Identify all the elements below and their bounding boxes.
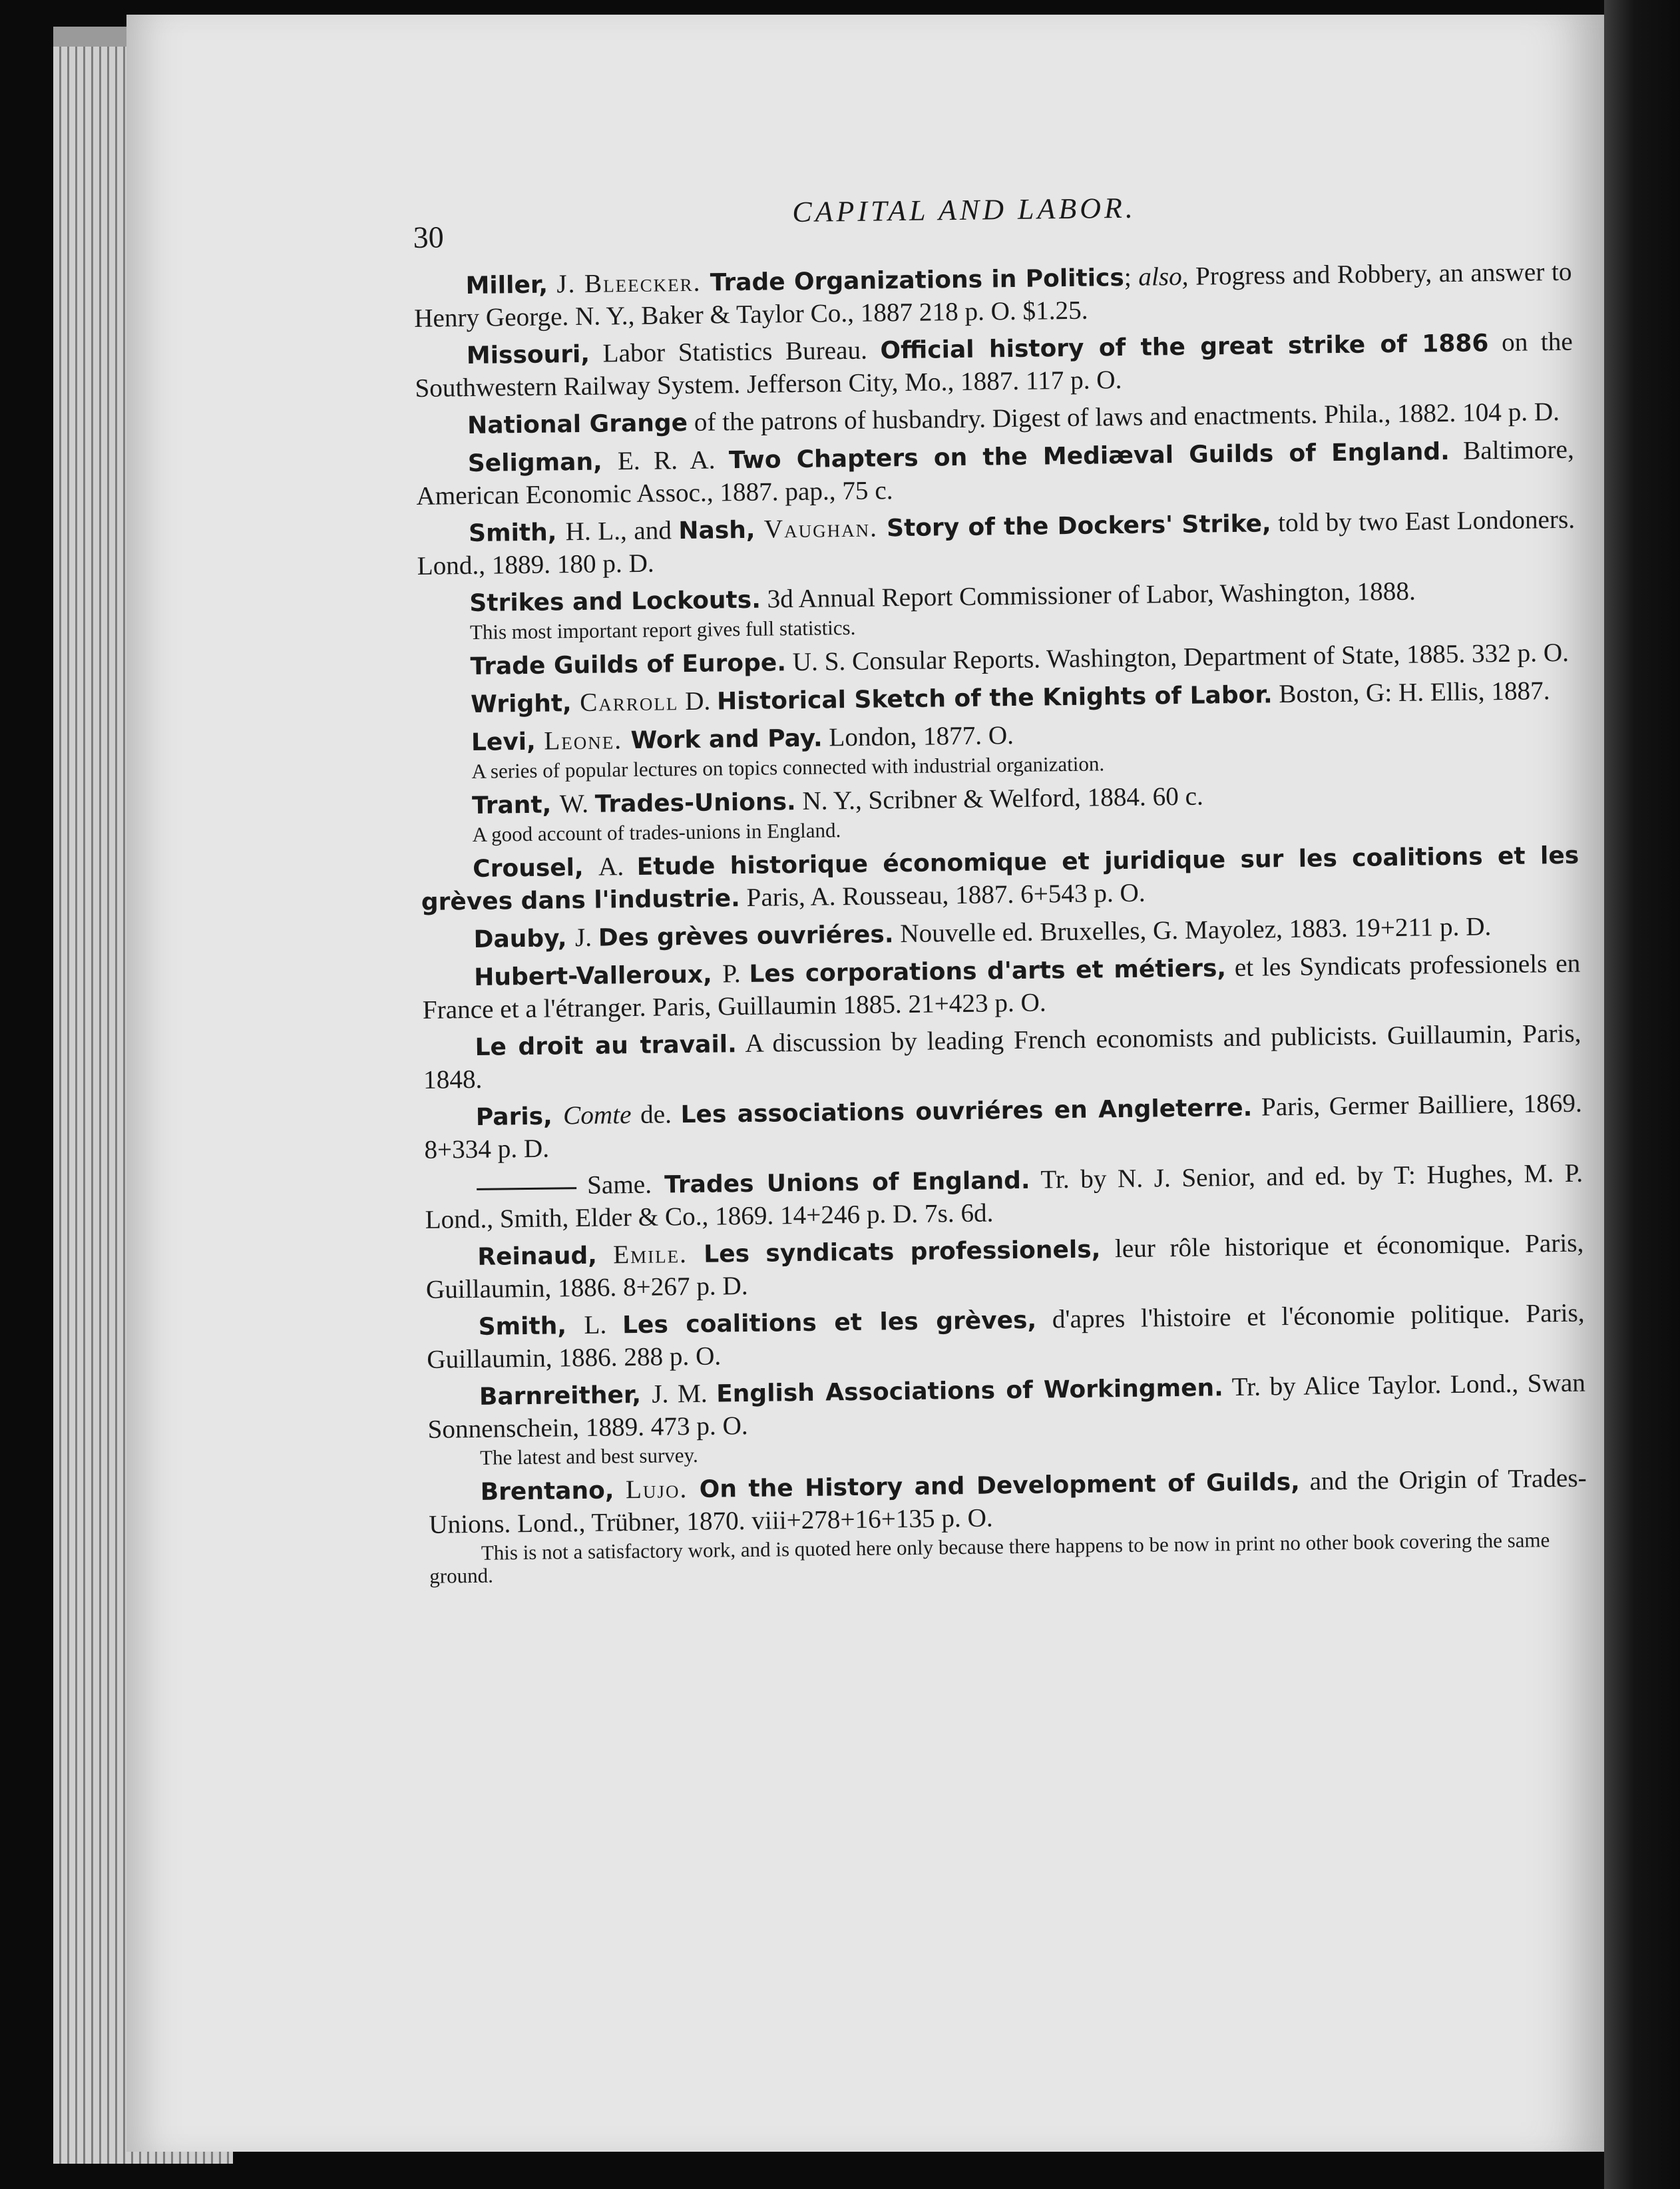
entry-imprint: d'apres l'histoire et l'économie politique. Paris, Guillaumin, 1886. 288 p. O. — [427, 1298, 1585, 1374]
entry-title: English Associations of Workingmen. — [716, 1374, 1224, 1408]
bibliography-list — [413, 256, 1587, 1588]
entry-title: On the History and Development of Guilds, — [687, 1468, 1301, 1504]
entry-author-given: Lujo. — [625, 1475, 688, 1505]
entry-annotation: This most important report gives full statistics. — [469, 615, 856, 644]
entry-author: Crousel, — [473, 853, 599, 883]
entry-text: de. — [631, 1100, 681, 1130]
entry-title: Les associations ouvriéres en Angleterre. — [680, 1094, 1253, 1129]
entry-author: Seligman, — [467, 448, 618, 478]
entry-author-given: Vaughan. — [763, 513, 879, 544]
entry-text: P. — [722, 959, 749, 989]
entry-author: Levi, — [471, 728, 544, 756]
entry-author: Missouri, — [466, 340, 590, 370]
entry-imprint: A discussion by leading French economists and publicists. Guillaumin, Paris, 1848. — [423, 1019, 1581, 1094]
entry-imprint: Paris, Germer Bailliere, 1869. 8+334 p. D. — [424, 1089, 1582, 1164]
entry-title: Work and Pay. — [622, 724, 823, 755]
entry-author: Trant, — [471, 791, 560, 820]
bibliography-entry — [415, 326, 1574, 405]
entry-imprint: Baltimore, American Economic Assoc., 1887. pap., 75 c. — [416, 435, 1574, 511]
entry-title: Two Chapters on the Mediæval Guilds of England. — [728, 437, 1450, 475]
entry-author-given: J. Bleecker. — [556, 268, 702, 299]
entry-imprint: Nouvelle ed. Bruxelles, G. Mayolez, 1883. 19+211 p. D. — [893, 912, 1492, 949]
entry-imprint: N. Y., Scribner & Welford, 1884. 60 c. — [795, 782, 1204, 816]
bibliography-entry — [425, 1158, 1583, 1236]
entry-text: J. M. — [652, 1379, 717, 1409]
entry-annotation: This is not a satisfactory work, and is quoted here only because there happens to be now in print no other book covering the same ground. — [429, 1528, 1550, 1588]
entry-imprint: Tr. by N. J. Senior, and ed. by T: Hughes, M. P. Lond., Smith, Elder & Co., 1869. 14+246 p. D. 7s. 6d. — [425, 1158, 1583, 1234]
entry-imprint: on the Southwestern Railway System. Jefferson City, Mo., 1887. 117 p. O. — [415, 327, 1574, 403]
entry-imprint: and the Origin of Trades-Unions. Lond., Trübner, 1870. viii+278+16+135 p. O. — [429, 1463, 1587, 1539]
entry-title: Trades-Unions. — [594, 788, 796, 818]
entry-italic: Comte — [562, 1100, 632, 1130]
running-title: CAPITAL AND LABOR. — [791, 191, 1137, 229]
bibliography-entry — [425, 1228, 1584, 1306]
entry-title: Trade Guilds of Europe. — [470, 649, 787, 680]
entry-author: Reinaud, — [477, 1242, 614, 1271]
entry-title: Strikes and Lockouts. — [469, 586, 761, 618]
entry-text: W. — [559, 789, 596, 819]
entry-text: ; — [1124, 262, 1139, 292]
entry-imprint: Progress and Robbery, an answer to Henry George. N. Y., Baker & Taylor Co., 1887 218 p. O. $1.25. — [413, 257, 1572, 333]
entry-title: Le droit au travail. — [475, 1031, 737, 1061]
entry-imprint: of the patrons of husbandry. Digest of laws and enactments. Phila., 1882. 104 p. D. — [687, 397, 1560, 437]
entry-title: Les coalitions et les grèves, — [622, 1306, 1037, 1339]
entry-author: Wright, — [471, 689, 580, 718]
entry-italic: also, — [1138, 262, 1189, 292]
bibliography-entry — [427, 1367, 1586, 1446]
entry-text: L. — [584, 1310, 623, 1339]
bibliography-entry — [421, 840, 1579, 919]
entry-author: Paris, — [475, 1102, 564, 1131]
entry-title: Etude historique économique et juridique sur les coalitions et les grèves dans l'industrie. — [421, 842, 1579, 916]
entry-imprint: told by two East Londoners. Lond., 1889. 180 p. D. — [417, 505, 1575, 581]
entry-author-given: Emile. — [612, 1240, 688, 1270]
entry-author: National Grange — [467, 409, 688, 440]
entry-same: Same. — [586, 1170, 652, 1200]
entry-text: D. — [678, 686, 718, 716]
entry-imprint: Paris, A. Rousseau, 1887. 6+543 p. O. — [739, 878, 1146, 913]
entry-text: Labor Statistics Bureau. — [589, 336, 881, 368]
bibliography-entry — [416, 434, 1575, 513]
entry-annotation: A good account of trades-unions in England. — [472, 818, 841, 846]
entry-title: Des grèves ouvriéres. — [598, 921, 894, 952]
entry-author: Barnreither, — [479, 1381, 652, 1411]
entry-title: Trades Unions of England. — [651, 1166, 1030, 1199]
bibliography-entry — [426, 1298, 1585, 1376]
entry-title: Les syndicats professionels, — [687, 1236, 1101, 1269]
page-number: 30 — [413, 220, 444, 254]
entry-imprint: 3d Annual Report Commissioner of Labor, Washington, 1888. — [760, 577, 1416, 614]
bibliography-entry — [424, 1088, 1583, 1166]
bibliography-entry — [413, 256, 1572, 335]
entry-author: Smith, — [478, 1312, 584, 1341]
entry-author: Hubert-Valleroux, — [474, 961, 723, 991]
bibliography-entry — [422, 948, 1581, 1027]
entry-author: Smith, — [468, 519, 566, 548]
entry-author: Brentano, — [480, 1477, 626, 1506]
entry-title: Official history of the great strike of 1886 — [880, 330, 1489, 365]
bibliography-entry — [417, 504, 1575, 583]
entry-title: Story of the Dockers' Strike, — [877, 510, 1271, 543]
entry-title: Trade Organizations in Politics — [701, 264, 1125, 297]
entry-text: A. — [598, 851, 638, 881]
entry-text: E. R. A. — [617, 445, 730, 476]
entry-text: H. L., and — [565, 516, 679, 547]
entry-title: Les corporations d'arts et métiers, — [749, 955, 1227, 988]
entry-author-given: Leone. — [544, 726, 623, 756]
entry-imprint: et les Syndicats professionels en France et a l'étranger. Paris, Guillaumin 1885. 21+423 p. O. — [422, 949, 1581, 1025]
entry-annotation: The latest and best survey. — [479, 1443, 698, 1469]
entry-author: Miller, — [465, 271, 557, 300]
binding-shadow — [1604, 0, 1680, 2189]
entry-title: Historical Sketch of the Knights of Labor. — [716, 681, 1273, 716]
entry-annotation: A series of popular lectures on topics connected with industrial organization. — [471, 752, 1105, 783]
entry-imprint: Tr. by Alice Taylor. Lond., Swan Sonnenschein, 1889. 473 p. O. — [427, 1368, 1586, 1444]
entry-author: Dauby, — [473, 925, 576, 953]
entry-imprint: leur rôle historique et économique. Paris, Guillaumin, 1886. 8+267 p. D. — [425, 1228, 1584, 1304]
ditto-dash — [477, 1187, 576, 1190]
page-content — [413, 186, 1592, 1957]
entry-text: J. — [574, 923, 599, 953]
entry-author-given: Carroll — [579, 687, 679, 717]
entry-imprint: Boston, G: H. Ellis, 1887. — [1272, 676, 1550, 709]
entry-imprint: London, 1877. O. — [822, 721, 1014, 752]
entry-imprint: U. S. Consular Reports. Washington, Department of State, 1885. 332 p. O. — [785, 638, 1570, 677]
bibliography-entry — [423, 1018, 1581, 1096]
entry-author-2: Nash, — [678, 516, 765, 545]
